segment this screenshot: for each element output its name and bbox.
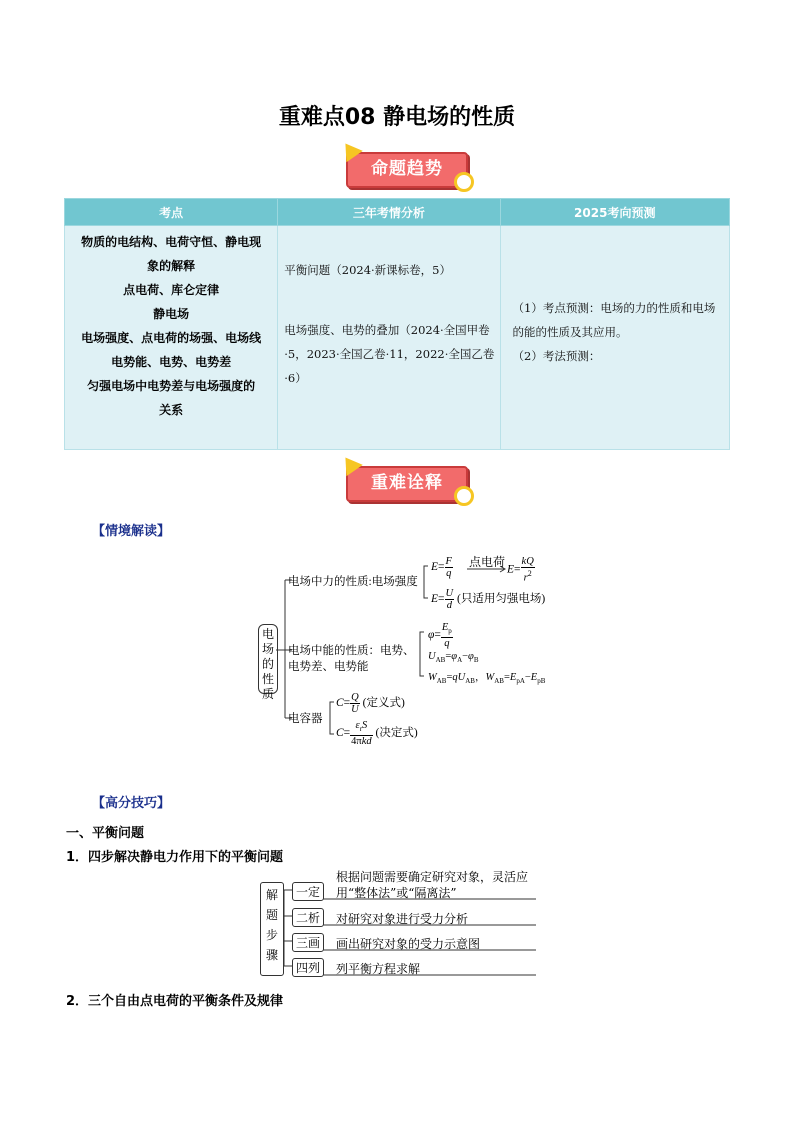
step-text-3: 画出研究对象的受力示意图 (336, 937, 481, 951)
header-analysis: 三年考情分析 (278, 199, 500, 226)
banner-label: 重难诠释 (371, 473, 443, 493)
capacitor-label: 电容器 (288, 713, 323, 725)
forecast-line: （2）考法预测： (512, 349, 601, 363)
topic-line: 静电场 (153, 307, 190, 321)
energy-label-2: 电势差、电势能 (288, 661, 369, 673)
step-text-4: 列平衡方程求解 (336, 962, 421, 976)
formula-e-kq-r2: E= $\frac{kQ}{r^2}$ (507, 556, 534, 584)
step-tag-3: 三画 (292, 933, 324, 952)
step-tag-2: 二析 (292, 908, 324, 927)
decide-note: (决定式) (375, 727, 418, 740)
topic-line: 电场强度、点电荷的场强、电场线 (81, 331, 262, 345)
heading-four-steps: 1．四步解决静电力作用下的平衡问题 (66, 850, 284, 865)
step-tag-4: 四列 (292, 958, 324, 977)
banner-label: 命题趋势 (371, 159, 443, 179)
formula-e-u-d: E= $\frac{U}{d}$ (只适用匀强电场) (431, 588, 546, 611)
header-forecast: 2025考向预测 (500, 199, 729, 226)
section-tips: 【高分技巧】 (92, 796, 171, 811)
topic-line: 象的解释 (147, 259, 196, 273)
heading-balance: 一、平衡问题 (66, 826, 145, 841)
analysis-line: 电场强度、电势的叠加（2024·全国甲卷·5，2023·全国乙卷·11，2022·全国乙卷·6） (284, 323, 495, 385)
diagram-root: 电场的性质 (258, 624, 278, 694)
def-note: (定义式) (362, 697, 405, 710)
topic-line: 物质的电结构、电荷守恒、静电现 (81, 235, 262, 249)
page-title: 重难点08 静电场的性质 (278, 105, 516, 130)
energy-label-1: 电场中能的性质：电势、 (288, 645, 415, 657)
formula-uab: $U_{AB}=\varphi_A-\varphi_B$ (428, 651, 479, 665)
step-text-1b: 用“整体法”或“隔离法” (336, 886, 457, 900)
section-context: 【情境解读】 (92, 524, 171, 539)
steps-root: 解题步骤 (260, 882, 284, 976)
formula-wab: $W_{AB}=qU_{AB}$，$W_{AB}=E_{pA}-E_{pB}$ (428, 672, 546, 686)
analysis-line: 平衡问题（2024·新课标卷，5） (284, 263, 451, 277)
step-tag-1: 一定 (292, 882, 324, 901)
formula-c-eps: C= $\frac{\varepsilon_rS}{\text{4πkd}}$ (决定式) (336, 720, 418, 748)
formula-e-f-q: E= $\frac{F}{q}$ (431, 556, 452, 579)
header-topic: 考点 (65, 199, 278, 226)
topic-line: 匀强电场中电势差与电场强度的 (87, 379, 256, 393)
formula-phi: φ= $\frac{E_p}{q}$ (428, 622, 452, 650)
topic-line: 电势能、电势、电势差 (111, 355, 232, 369)
uniform-note: (只适用匀强电场) (457, 593, 546, 606)
point-charge-label: 点电荷 (469, 555, 506, 569)
forecast-line: （1）考点预测：电场的力的性质和电场的能的性质及其应用。 (512, 301, 716, 339)
heading-three-charges: 2．三个自由点电荷的平衡条件及规律 (66, 994, 284, 1009)
step-text-1a: 根据问题需要确定研究对象，灵活应 (336, 870, 529, 884)
force-label: 电场中力的性质:电场强度 (288, 576, 418, 588)
formula-c-q-u: C= $\frac{Q}{U}$ (定义式) (336, 692, 405, 715)
topic-line: 点电荷、库仑定律 (123, 283, 220, 297)
step-text-2: 对研究对象进行受力分析 (336, 912, 469, 926)
topic-line: 关系 (159, 403, 184, 417)
